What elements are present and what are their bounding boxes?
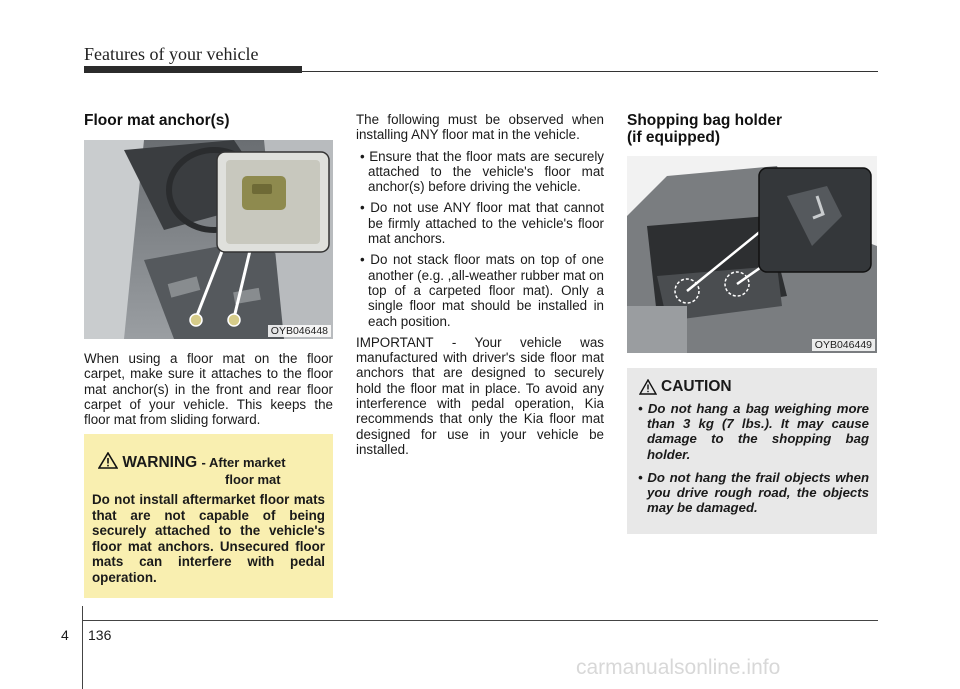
left-column (84, 112, 333, 433)
list-item: • Ensure that the floor mats are securely attached to the vehicle's floor mat anchor(s) before driving the vehicle. (360, 148, 604, 195)
list-item: • Do not use ANY floor mat that cannot be firmly attached to the vehicle's floor mat anchors. (360, 200, 604, 247)
install-intro: The following must be observed when installing ANY floor mat in the vehicle. (356, 112, 604, 143)
floor-mat-heading: Floor mat anchor(s) (84, 112, 230, 129)
page-number: 136 (88, 627, 112, 643)
warning-box (84, 434, 333, 598)
watermark: carmanualsonline.info (576, 656, 781, 679)
footer-rule (83, 620, 878, 621)
list-item: • Do not hang a bag weighing more than 3 kg (7 lbs.). It may cause damage to the shopping bag holder. (638, 401, 870, 462)
figure-code: OYB046449 (812, 339, 875, 351)
important-paragraph: IMPORTANT - Your vehicle was manufactured with driver's side floor mat anchors that are designed to securely hold the floor mat in place. To avoid any interference with pedal operation, Kia recommends that only the Kia floor mat designed for use in your vehicle be installed. (356, 334, 604, 457)
list-item: • Do not stack floor mats on top of one another (e.g. ,all-weather rubber mat on top of a carpeted floor mat). Only a single floor mat should be installed in each position. (360, 252, 604, 329)
caution-box (627, 368, 877, 534)
figure-code: OYB046448 (268, 325, 331, 337)
warning-body: Do not install aftermarket floor mats that are not capable of being securely attached to the vehicle's floor mat anchors. Unsecured floor mats can interfere with pedal operation. (92, 492, 325, 585)
caution-triangle-icon (639, 379, 657, 395)
right-column (627, 112, 877, 353)
section-number: 4 (61, 627, 69, 643)
footer-vertical-rule (82, 606, 83, 689)
shopping-bag-figure (627, 156, 877, 353)
warning-title-row (98, 452, 286, 472)
floor-mat-figure (84, 140, 333, 339)
floor-mat-paragraph: When using a floor mat on the floor carpet, make sure it attaches to the floor mat anchor(s) in the front and rear floor carpet of your vehicle. This keeps the floor mat from sliding forward. (84, 351, 333, 428)
warning-subtitle-line2: floor mat (225, 472, 281, 487)
list-item: • Do not hang the frail objects when you drive rough road, the objects may be damaged. (638, 469, 870, 516)
header-bar (84, 66, 302, 73)
caution-title: CAUTION (661, 378, 732, 395)
header-rule (300, 71, 878, 72)
running-header: Features of your vehicle (84, 44, 259, 64)
warning-subtitle: - After market (201, 455, 286, 470)
warning-triangle-icon (98, 452, 118, 469)
middle-column (356, 112, 604, 463)
warning-title: WARNING (122, 454, 198, 471)
car-interior-illustration (84, 140, 333, 339)
shopping-bag-heading: Shopping bag holder (if equipped) (627, 112, 782, 146)
caution-body (633, 401, 869, 523)
trunk-illustration (627, 156, 877, 353)
